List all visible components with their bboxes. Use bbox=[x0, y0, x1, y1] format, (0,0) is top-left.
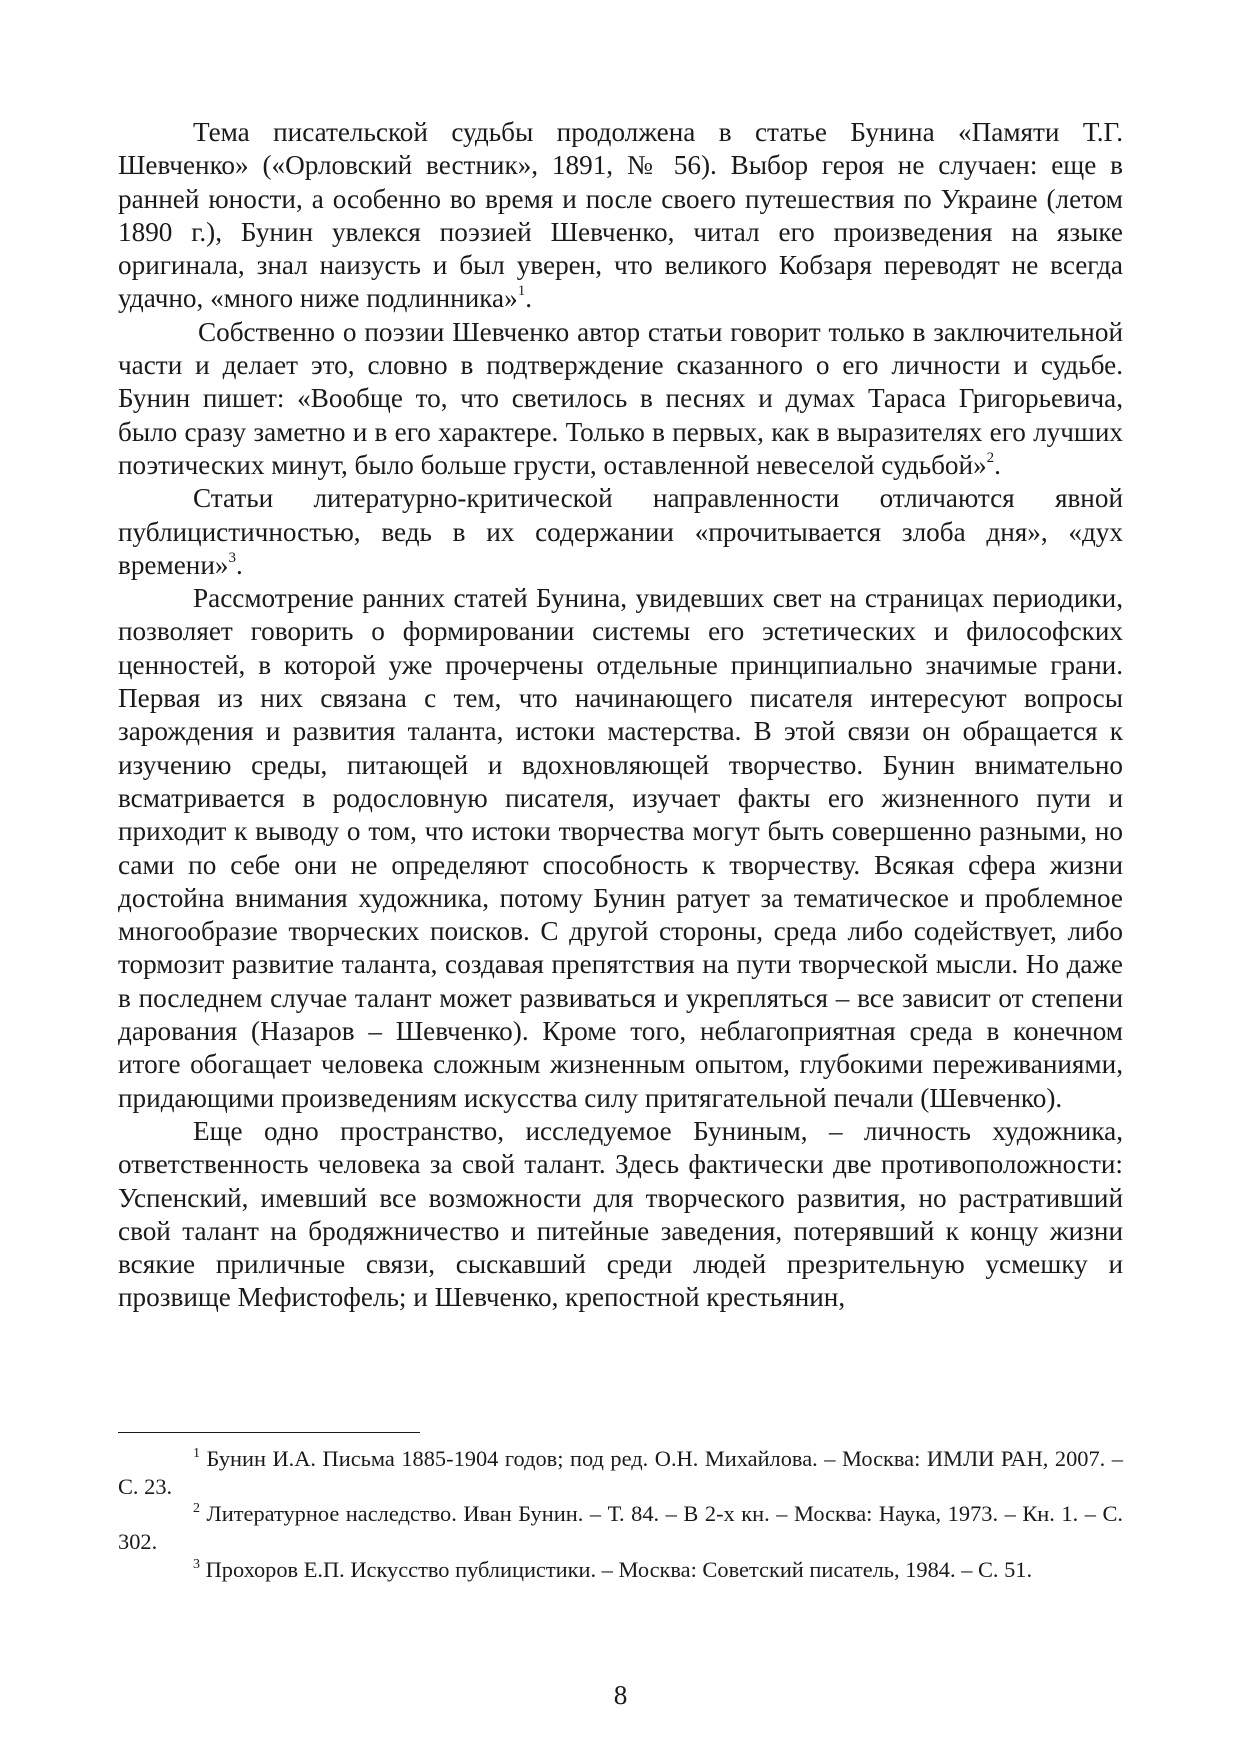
footnote-3 bbox=[118, 1556, 1123, 1584]
paragraph-3-text: Статьи литературно-критической направленности отличаются явной публицистичностью, ведь в их содержании «прочитывается злоба дня», «дух времени» bbox=[118, 483, 1123, 580]
footnote-1 bbox=[118, 1445, 1123, 1500]
page-number: 8 bbox=[613, 1680, 628, 1710]
footnote-2-number: 2 bbox=[193, 1501, 200, 1517]
document-page bbox=[118, 116, 1123, 1736]
footnote-2-text: Литературное наследство. Иван Бунин. – Т. 84. – В 2-х кн. – Москва: Наука, 1973. – Кн. 1. – С. 302. bbox=[118, 1501, 1123, 1555]
footnote-separator bbox=[118, 1432, 420, 1433]
paragraph-2-tail: . bbox=[994, 449, 1001, 480]
paragraph-4 bbox=[118, 582, 1123, 1115]
paragraph-2-text: Собственно о поэзии Шевченко автор статьи говорит только в заключительной части и делает это, словно в подтверждение сказанного о его личности и судьбе. Бунин пишет: «Вообще то, что светилось в песнях и думах Тараса Григорьевича, было сразу заметно и в его характере. Только в первых, как в выразителях его лучших поэтических минут, было больше грусти, оставленной невеселой судьбой» bbox=[118, 316, 1123, 480]
paragraph-3 bbox=[118, 482, 1123, 582]
footnote-ref-2[interactable]: 2 bbox=[986, 449, 995, 466]
paragraph-5 bbox=[118, 1115, 1123, 1315]
main-text bbox=[118, 116, 1123, 1315]
footnote-3-text: Прохоров Е.П. Искусство публицистики. – Москва: Советский писатель, 1984. – С. 51. bbox=[205, 1556, 1033, 1582]
footnote-1-number: 1 bbox=[193, 1446, 200, 1461]
footnote-ref-1[interactable]: 1 bbox=[517, 283, 526, 300]
paragraph-1 bbox=[118, 116, 1123, 316]
footnote-ref-3[interactable]: 3 bbox=[228, 549, 236, 566]
footnotes-section bbox=[118, 1432, 1123, 1584]
footnote-1-text: Бунин И.А. Письма 1885-1904 годов; под ред. О.Н. Михайлова. – Москва: ИМЛИ РАН, 2007. – С. 23. bbox=[118, 1446, 1123, 1499]
paragraph-5-text: Еще одно пространство, исследуемое Буниным, – личность художника, ответственность человека за свой талант. Здесь фактически две противоположности: Успенский, имевший все возможности для творческого развития, но растративший свой талант на бродяжничество и питейные заведения, потерявший к концу жизни всякие приличные связи, сыскавший среди людей презрительную усмешку и прозвище Мефистофель; и Шевченко, крепостной крестьянин, bbox=[118, 1115, 1123, 1313]
footnote-2 bbox=[118, 1500, 1123, 1555]
paragraph-1-text: Тема писательской судьбы продолжена в статье Бунина «Памяти Т.Г. Шевченко» («Орловский вестник», 1891, № 56). Выбор героя не случаен: еще в ранней юности, а особенно во время и после своего путешествия по Украине (летом 1890 г.), Бунин увлекся поэзией Шевченко, читал его произведения на языке оригинала, знал наизусть и был уверен, что великого Кобзаря переводят не всегда удачно, «много ниже подлинника» bbox=[118, 117, 1123, 314]
paragraph-1-tail: . bbox=[525, 283, 533, 314]
paragraph-3-tail: . bbox=[235, 549, 243, 580]
paragraph-2 bbox=[118, 316, 1123, 482]
footnote-3-number: 3 bbox=[193, 1556, 200, 1572]
paragraph-4-text: Рассмотрение ранних статей Бунина, увидевших свет на страницах периодики, позволяет говорить о формировании системы его эстетических и философских ценностей, в которой уже прочерчены отдельные принципиально значимые грани. Первая из них связана с тем, что начинающего писателя интересуют вопросы зарождения и развития таланта, истоки мастерства. В этой связи он обращается к изучению среды, питающей и вдохновляющей творчество. Бунин внимательно всматривается в родословную писателя, изучает факты его жизненного пути и приходит к выводу о том, что истоки творчества могут быть совершенно разными, но сами по себе они не определяют способность к творчеству. Всякая сфера жизни достойна внимания художника, потому Бунин ратует за тематическое и проблемное многообразие творческих поисков. С другой стороны, среда либо содействует, либо тормозит развитие таланта, создавая препятствия на пути творческой мысли. Но даже в последнем случае талант может развиваться и укрепляться – все зависит от степени дарования (Назаров – Шевченко). Кроме того, неблагоприятная среда в конечном итоге обогащает человека сложным жизненным опытом, глубокими переживаниями, придающими произведениям искусства силу притягательной печали (Шевченко). bbox=[118, 583, 1123, 1113]
